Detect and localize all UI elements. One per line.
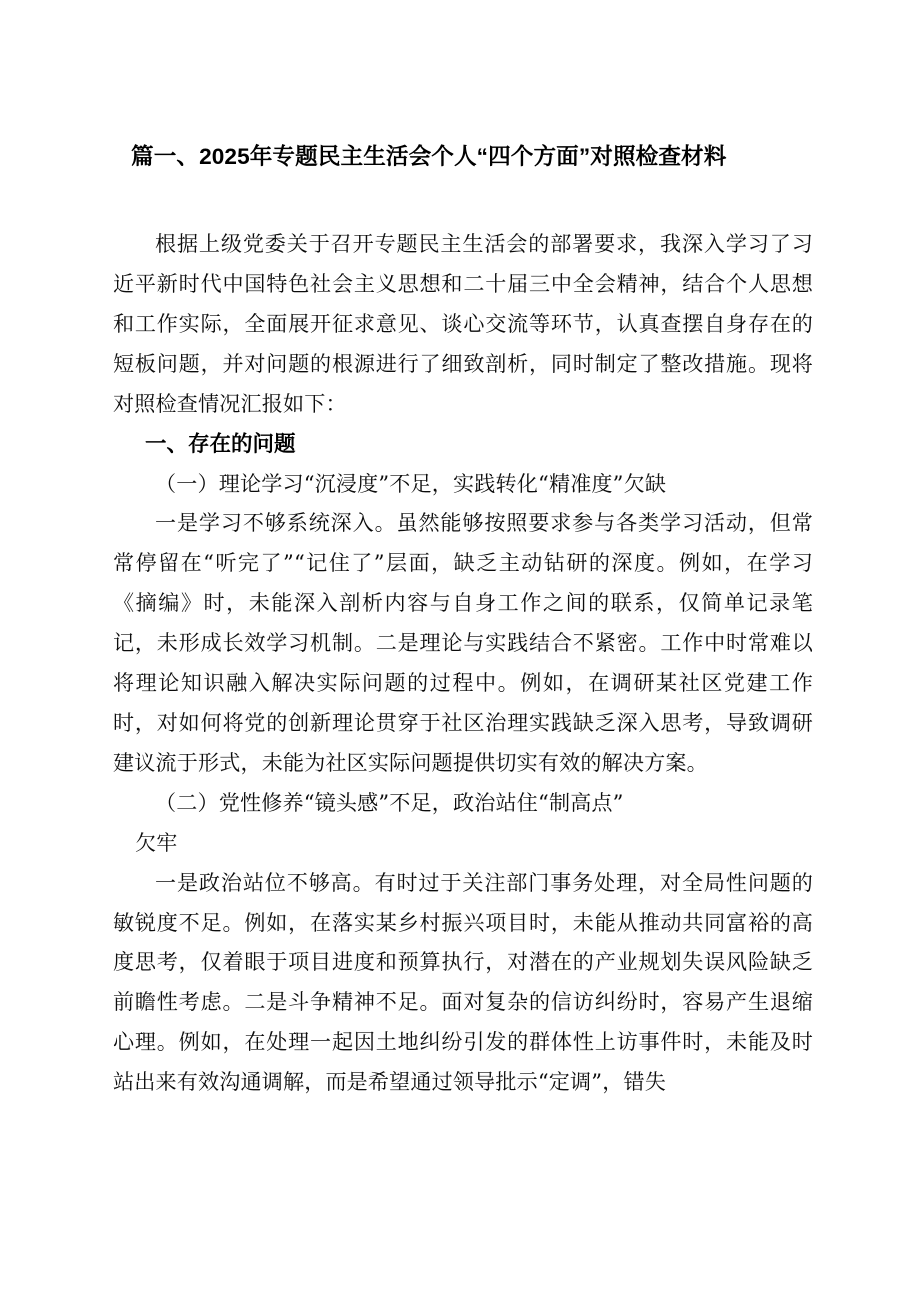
subsection-heading-2-continuation: 欠牢 [135, 829, 178, 855]
intro-paragraph: 根据上级党委关于召开专题民主生活会的部署要求，我深入学习了习近平新时代中国特色社会主义思想和二十届三中全会精神，结合个人思想和工作实际，全面展开征求意见、谈心交流等环节，认真查摆自身存在的短板问题，并对问题的根源进行了细致剖析，同时制定了整改措施。现将对照检查情况汇报如下： [113, 231, 813, 416]
section-heading-problems: 一、存在的问题 [145, 431, 296, 456]
subsection-body-2: 一是政治站位不够高。有时过于关注部门事务处理，对全局性问题的敏锐度不足。例如，在落实某乡村振兴项目时，未能从推动共同富裕的高度思考，仅着眼于项目进度和预算执行，对潜在的产业规划失误风险缺乏前瞻性考虑。二是斗争精神不足。面对复杂的信访纠纷时，容易产生退缩心理。例如，在处理一起因土地纠纷引发的群体性上访事件时，未能及时站出来有效沟通调解，而是希望通过领导批示“定调”，错失 [113, 869, 813, 1095]
document-content [113, 140, 813, 1102]
subsection-heading-2: （二）党性修养“镜头感”不足，政治站住“制高点” [155, 789, 624, 815]
subsection-body-1: 一是学习不够系统深入。虽然能够按照要求参与各类学习活动，但常常停留在“听完了”“记住了”层面，缺乏主动钻研的深度。例如，在学习《摘编》时，未能深入剖析内容与自身工作之间的联系，仅简单记录笔记，未形成长效学习机制。二是理论与实践结合不紧密。工作中时常难以将理论知识融入解决实际问题的过程中。例如，在调研某社区党建工作时，对如何将党的创新理论贯穿于社区治理实践缺乏深入思考，导致调研建议流于形式，未能为社区实际问题提供切实有效的解决方案。 [113, 510, 813, 775]
page-title: 篇一、2025年专题民主生活会个人“四个方面”对照检查材料 [131, 144, 727, 169]
title-spacer [113, 174, 813, 224]
subsection-heading-1: （一）理论学习“沉浸度”不足，实践转化“精准度”欠缺 [155, 470, 667, 496]
